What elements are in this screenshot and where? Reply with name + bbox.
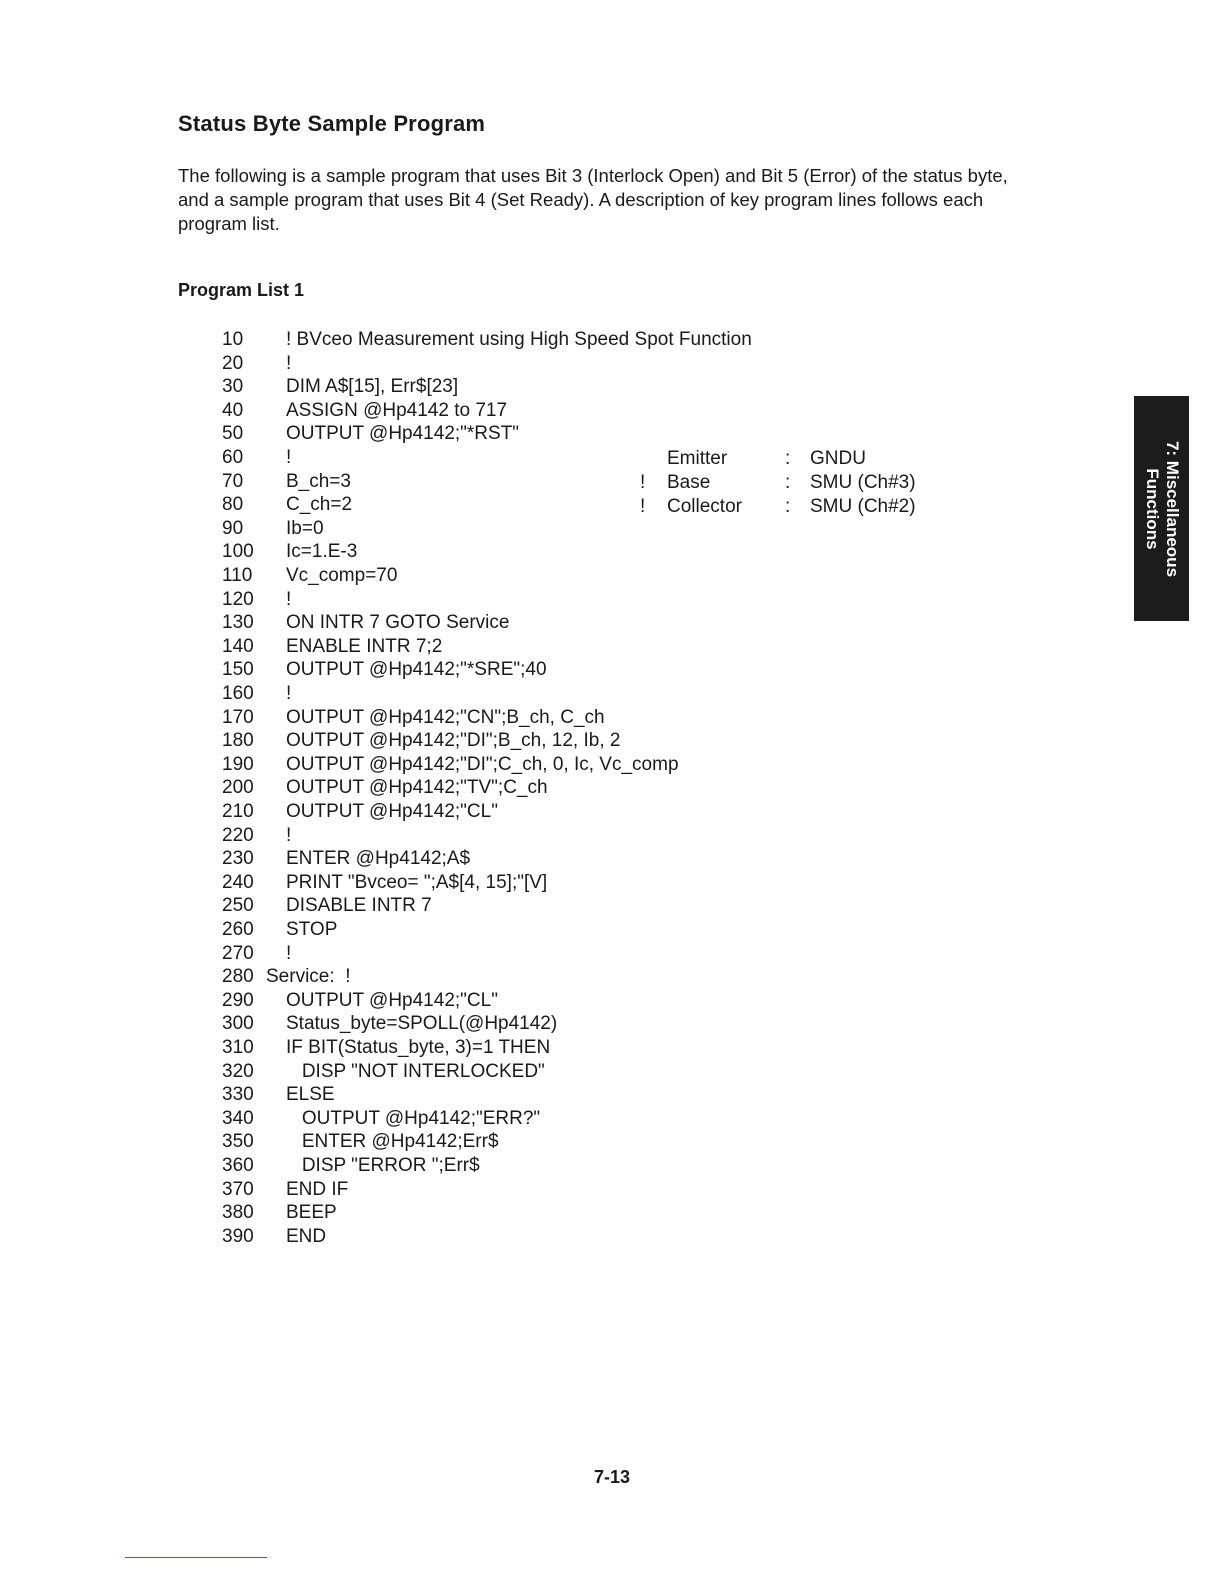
chapter-tab-line2: Functions: [1142, 467, 1162, 550]
program-line: [222, 682, 1042, 706]
line-number: 190: [222, 753, 254, 775]
line-code: END: [286, 1225, 327, 1247]
line-number: 280: [222, 966, 254, 988]
comment-colon: :: [785, 472, 791, 493]
program-line: [222, 1178, 1042, 1202]
program-line: [222, 1107, 1042, 1131]
line-number: 70: [222, 470, 244, 492]
line-number: 180: [222, 730, 254, 752]
line-code: !: [286, 942, 292, 964]
line-code: DISABLE INTR 7: [286, 895, 432, 917]
program-line: [222, 1036, 1042, 1060]
terminal-name: Base: [667, 472, 711, 493]
line-code: OUTPUT @Hp4142;"TV";C_ch: [286, 777, 548, 799]
line-number: 260: [222, 919, 254, 940]
line-number: 60: [222, 447, 244, 468]
program-line: [222, 1225, 1042, 1249]
line-code: OUTPUT @Hp4142;"CN";B_ch, C_ch: [286, 706, 605, 728]
program-line: [222, 1012, 1042, 1036]
line-code: !: [286, 447, 292, 468]
line-code: ENABLE INTR 7;2: [286, 635, 443, 657]
program-line: [222, 1201, 1042, 1225]
line-code: B_ch=3: [286, 470, 351, 492]
program-line: [222, 446, 1042, 470]
line-number: 200: [222, 777, 254, 799]
program-line: [222, 1130, 1042, 1154]
line-number: 330: [222, 1084, 254, 1106]
line-code: !: [286, 588, 292, 610]
line-code: Ib=0: [286, 517, 324, 539]
line-number: 230: [222, 848, 254, 870]
line-code: PRINT "Bvceo= ";A$[4, 15];"[V]: [286, 871, 548, 893]
line-number: 390: [222, 1225, 254, 1247]
line-number: 370: [222, 1178, 254, 1200]
line-number: 270: [222, 942, 254, 964]
line-number: 50: [222, 423, 244, 445]
section-heading: Status Byte Sample Program: [178, 111, 486, 136]
line-code: BEEP: [286, 1202, 337, 1224]
program-line: [222, 729, 1042, 753]
line-code: Vc_comp=70: [286, 565, 398, 586]
line-number: 220: [222, 824, 254, 846]
line-code: ENTER @Hp4142;Err$: [286, 1131, 499, 1153]
program-line: [222, 706, 1042, 730]
line-code: ON INTR 7 GOTO Service: [286, 612, 510, 634]
comment-colon: :: [785, 448, 791, 469]
program-line: [222, 918, 1042, 942]
line-code: Service: !: [266, 966, 351, 988]
program-line: [222, 942, 1042, 966]
program-line: [222, 588, 1042, 612]
line-number: 350: [222, 1131, 254, 1153]
line-number: 100: [222, 541, 254, 563]
line-code: Ic=1.E-3: [286, 541, 358, 563]
program-line: [222, 352, 1042, 376]
intro-paragraph: The following is a sample program that uses Bit 3 (Interlock Open) and Bit 5 (Error) of the status byte, and a sample program that uses Bit 4 (Set Ready). A description of key program lines follows each program list.: [178, 165, 1008, 234]
footer-rule: [125, 1557, 267, 1558]
line-code: ! BVceo Measurement using High Speed Spot Function: [286, 329, 752, 350]
line-code: DISP "NOT INTERLOCKED": [286, 1060, 545, 1082]
program-list-title: Program List 1: [178, 280, 305, 300]
terminal-value: SMU (Ch#3): [810, 472, 916, 493]
line-number: 110: [222, 565, 253, 586]
line-number: 160: [222, 683, 254, 704]
line-code: ASSIGN @Hp4142 to 717: [286, 399, 508, 421]
line-code: OUTPUT @Hp4142;"DI";C_ch, 0, Ic, Vc_comp: [286, 753, 679, 775]
program-line: [222, 540, 1042, 564]
line-code: OUTPUT @Hp4142;"*SRE";40: [286, 659, 547, 681]
program-line: [222, 375, 1042, 399]
program-line: [222, 611, 1042, 635]
program-line: [222, 422, 1042, 446]
line-number: 80: [222, 494, 244, 516]
line-code: Status_byte=SPOLL(@Hp4142): [286, 1013, 558, 1035]
line-code: !: [286, 683, 292, 704]
line-code: OUTPUT @Hp4142;"*RST": [286, 423, 520, 445]
program-line: [222, 635, 1042, 659]
line-number: 150: [222, 659, 254, 681]
program-line: [222, 989, 1042, 1013]
program-line: [222, 658, 1042, 682]
line-number: 130: [222, 612, 254, 634]
terminal-value: GNDU: [810, 448, 866, 469]
comment-colon: :: [785, 496, 791, 517]
line-code: ENTER @Hp4142;A$: [286, 848, 471, 870]
line-code: ELSE: [286, 1084, 335, 1106]
program-line: [222, 470, 1042, 494]
program-line: [222, 847, 1042, 871]
line-number: 290: [222, 989, 254, 1011]
line-number: 90: [222, 517, 244, 539]
line-code: DISP "ERROR ";Err$: [286, 1155, 480, 1176]
program-line: [222, 517, 1042, 541]
line-number: 340: [222, 1107, 254, 1129]
line-number: 210: [222, 801, 254, 822]
line-number: 40: [222, 399, 244, 421]
program-line: [222, 399, 1042, 423]
terminal-value: SMU (Ch#2): [810, 496, 916, 517]
line-code: OUTPUT @Hp4142;"CL": [286, 801, 498, 822]
program-line: [222, 328, 1042, 352]
line-number: 30: [222, 376, 244, 398]
line-code: END IF: [286, 1178, 349, 1200]
line-number: 120: [222, 588, 254, 610]
line-number: 240: [222, 871, 254, 893]
program-line: [222, 753, 1042, 777]
chapter-tab-line1: 7: Miscellaneous: [1162, 440, 1182, 577]
line-code: DIM A$[15], Err$[23]: [286, 376, 459, 398]
program-line: [222, 776, 1042, 800]
line-number: 10: [222, 329, 244, 350]
program-line: [222, 1060, 1042, 1084]
line-code: OUTPUT @Hp4142;"ERR?": [286, 1107, 541, 1129]
line-number: 140: [222, 635, 254, 657]
line-number: 300: [222, 1013, 254, 1035]
line-number: 380: [222, 1202, 254, 1224]
program-line: [222, 800, 1042, 824]
line-code: C_ch=2: [286, 494, 353, 516]
line-number: 250: [222, 895, 254, 917]
chapter-tab: [1134, 396, 1189, 621]
program-line: [222, 871, 1042, 895]
line-code: OUTPUT @Hp4142;"CL": [286, 989, 498, 1011]
program-line: [222, 894, 1042, 918]
program-line: [222, 965, 1042, 989]
program-line: [222, 493, 1042, 517]
page-number: 7-13: [593, 1467, 631, 1487]
comment-bang: !: [640, 496, 646, 517]
line-number: 310: [222, 1037, 254, 1058]
terminal-name: Collector: [667, 496, 742, 517]
program-line: [222, 1154, 1042, 1178]
program-line: [222, 564, 1042, 588]
program-line: [222, 1083, 1042, 1107]
line-code: !: [286, 824, 292, 846]
program-line: [222, 824, 1042, 848]
line-number: 170: [222, 706, 254, 728]
line-code: !: [286, 352, 292, 374]
line-number: 320: [222, 1060, 254, 1082]
line-code: IF BIT(Status_byte, 3)=1 THEN: [286, 1037, 551, 1058]
line-number: 360: [222, 1155, 254, 1176]
comment-bang: !: [640, 472, 646, 493]
line-code: STOP: [286, 919, 338, 940]
terminal-name: Emitter: [667, 448, 728, 469]
line-code: OUTPUT @Hp4142;"DI";B_ch, 12, Ib, 2: [286, 730, 621, 752]
line-number: 20: [222, 352, 244, 374]
